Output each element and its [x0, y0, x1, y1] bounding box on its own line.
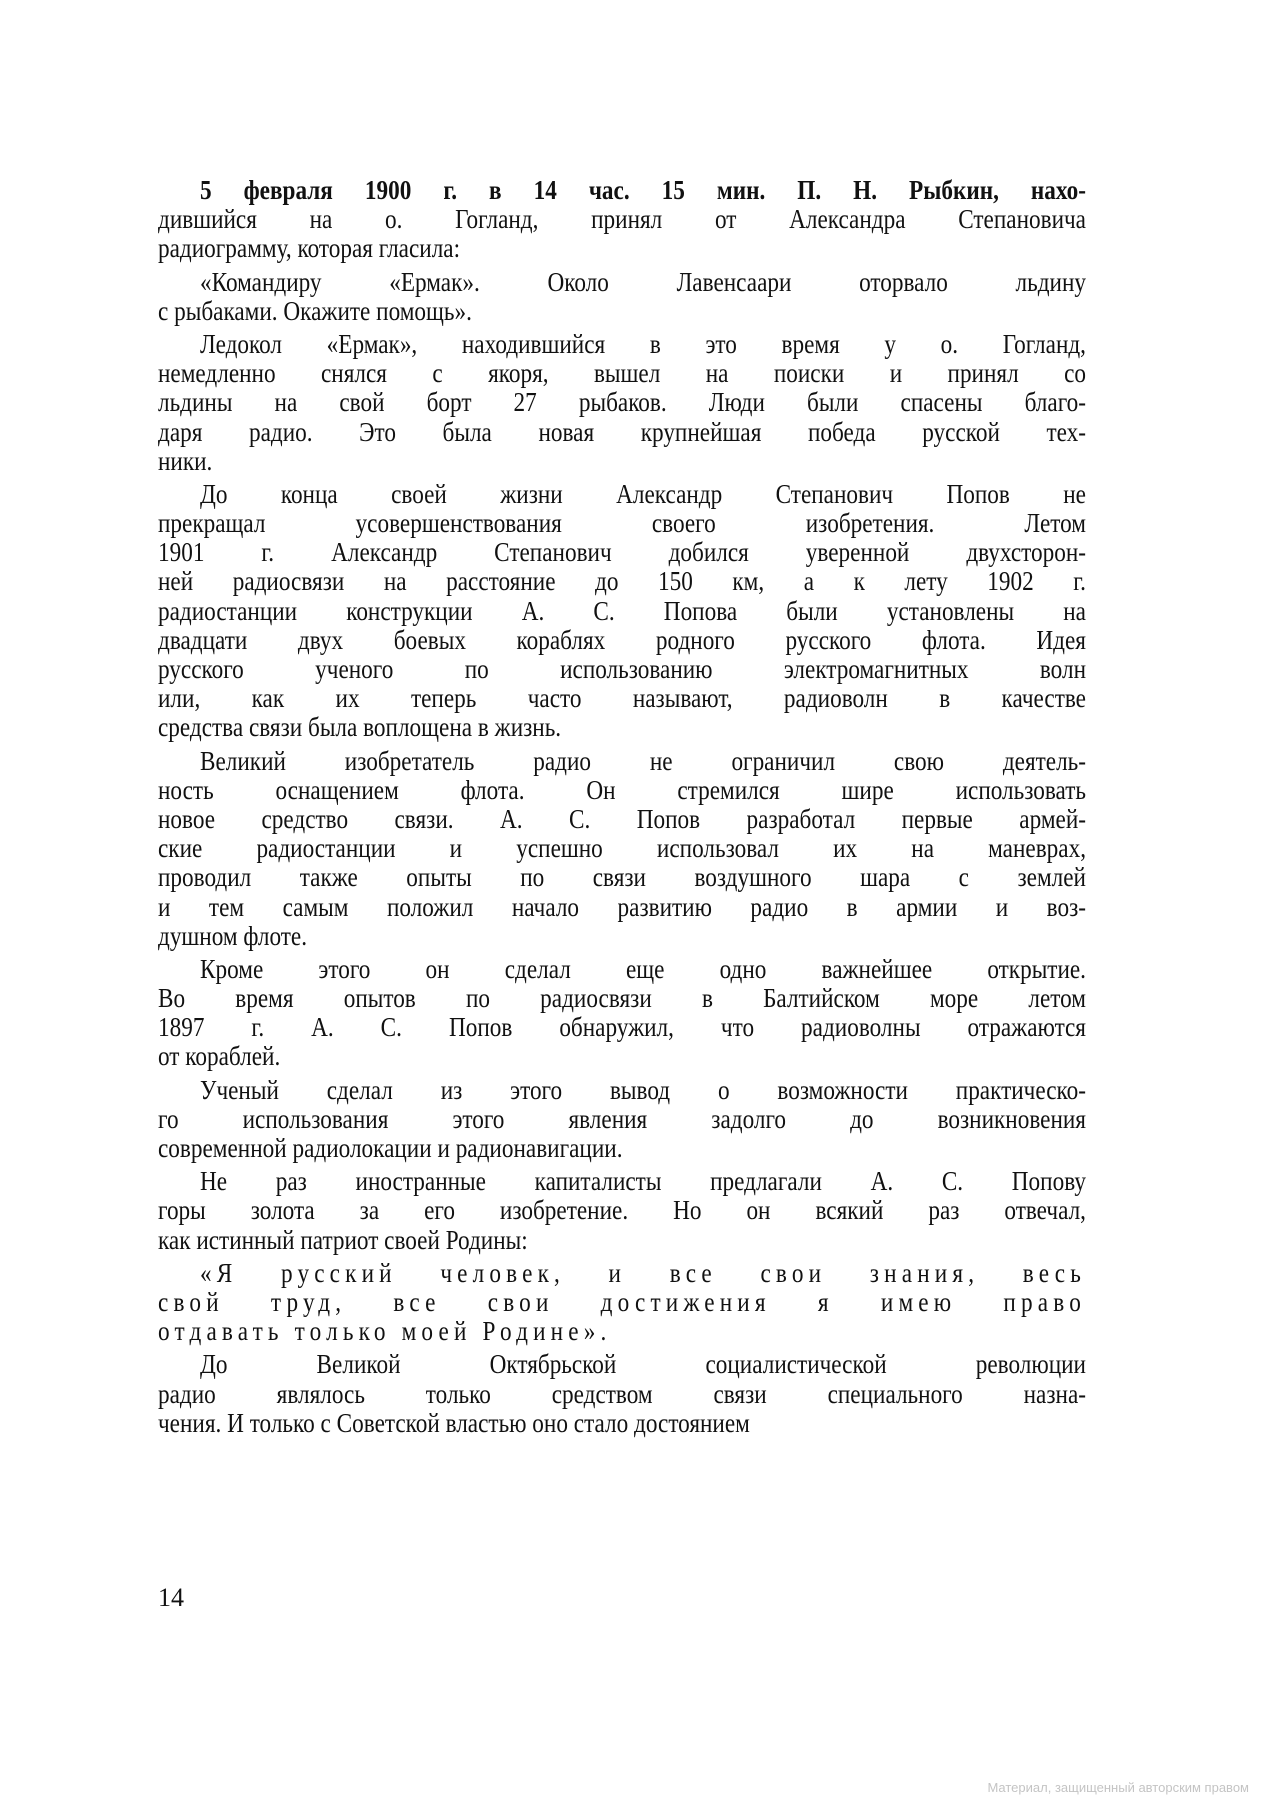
- text-line: или, как их теперь часто называют, радиоволн в качестве: [158, 683, 1086, 714]
- paragraph: [158, 1167, 1086, 1255]
- text-line: душном флоте.: [158, 920, 308, 951]
- text-line: от кораблей.: [158, 1041, 281, 1072]
- text-line: ские радиостанции и успешно использовал их на маневрах,: [158, 833, 1086, 864]
- text-line: радиостанции конструкции А. С. Попова были установлены на: [158, 595, 1086, 626]
- text-line: новое средство связи. А. С. Попов разработал первые армей-: [158, 803, 1086, 834]
- text-line: радиограмму, которая гласила:: [158, 233, 461, 264]
- paragraph: [158, 1076, 1086, 1164]
- text-line: ность оснащением флота. Он стремился шире использовать: [158, 774, 1086, 805]
- text-line: проводил также опыты по связи воздушного шара с землей: [158, 862, 1086, 893]
- paragraph: [158, 176, 1086, 264]
- text-line: немедленно снялся с якоря, вышел на поиски и принял со: [158, 358, 1086, 389]
- text-line: и тем самым положил начало развитию радио в армии и воз-: [158, 891, 1086, 922]
- text-line: Ученый сделал из этого вывод о возможности практическо-: [200, 1074, 1086, 1105]
- text-line: 1897 г. А. С. Попов обнаружил, что радиоволны отражаются: [158, 1012, 1086, 1043]
- paragraph: [158, 747, 1086, 951]
- text-line: средства связи была воплощена в жизнь.: [158, 712, 562, 743]
- text-line: льдины на свой борт 27 рыбаков. Люди были спасены благо-: [158, 387, 1086, 418]
- text-line: с рыбаками. Окажите помощь».: [158, 295, 472, 326]
- body-text: [158, 176, 1086, 1442]
- text-line: чения. И только с Советской властью оно стало достоянием: [158, 1407, 750, 1438]
- paragraph: [158, 480, 1086, 743]
- copyright-watermark: Материал, защищенный авторским правом: [987, 1780, 1249, 1795]
- text-line: Во время опытов по радиосвязи в Балтийском море летом: [158, 983, 1086, 1014]
- quote-paragraph: [158, 1259, 1086, 1347]
- text-line: как истинный патриот своей Родины:: [158, 1224, 528, 1255]
- text-line: 5 февраля 1900 г. в 14 час. 15 мин. П. Н. Рыбкин, нахо-: [200, 175, 1086, 205]
- text-line: даря радио. Это была новая крупнейшая победа русской тех-: [158, 416, 1086, 447]
- paragraph: [158, 955, 1086, 1072]
- text-line: Кроме этого он сделал еще одно важнейшее открытие.: [200, 953, 1086, 984]
- text-line: До Великой Октябрьской социалистической революции: [200, 1349, 1086, 1380]
- page-number: 14: [158, 1583, 184, 1612]
- text-line: горы золота за его изобретение. Но он всякий раз отвечал,: [158, 1195, 1086, 1226]
- paragraph: [158, 330, 1086, 476]
- text-line: Не раз иностранные капиталисты предлагали А. С. Попову: [200, 1166, 1086, 1197]
- text-line: русского ученого по использованию электромагнитных волн: [158, 654, 1086, 684]
- text-line: отдавать только моей Родине».: [158, 1316, 612, 1347]
- text-line: прекращал усовершенствования своего изобретения. Летом: [158, 508, 1086, 539]
- text-line: современной радиолокации и радионавигации.: [158, 1133, 623, 1163]
- text-line: двадцати двух боевых кораблях родного русского флота. Идея: [158, 624, 1086, 655]
- text-line: свой труд, все свои достижения я имею право: [158, 1286, 1086, 1317]
- text-line: радио являлось только средством связи специального назна-: [158, 1378, 1086, 1409]
- paragraph: [158, 268, 1086, 326]
- text-line: ники.: [158, 445, 213, 476]
- text-line: 1901 г. Александр Степанович добился уверенной двухсторон-: [158, 537, 1086, 568]
- text-line: «Я русский человек, и все свои знания, весь: [200, 1257, 1086, 1288]
- text-line: «Командиру «Ермак». Около Лавенсаари оторвало льдину: [200, 266, 1086, 297]
- text-line: го использования этого явления задолго до возникновения: [158, 1103, 1086, 1134]
- text-line: ней радиосвязи на расстояние до 150 км, а к лету 1902 г.: [158, 566, 1086, 597]
- text-line: До конца своей жизни Александр Степанович Попов не: [200, 478, 1086, 509]
- text-line: Великий изобретатель радио не ограничил свою деятель-: [200, 745, 1086, 776]
- paragraph: [158, 1350, 1086, 1438]
- text-line: дившийся на о. Гогланд, принял от Александра Степановича: [158, 204, 1086, 235]
- text-line: Ледокол «Ермак», находившийся в это время у о. Гогланд,: [200, 328, 1086, 359]
